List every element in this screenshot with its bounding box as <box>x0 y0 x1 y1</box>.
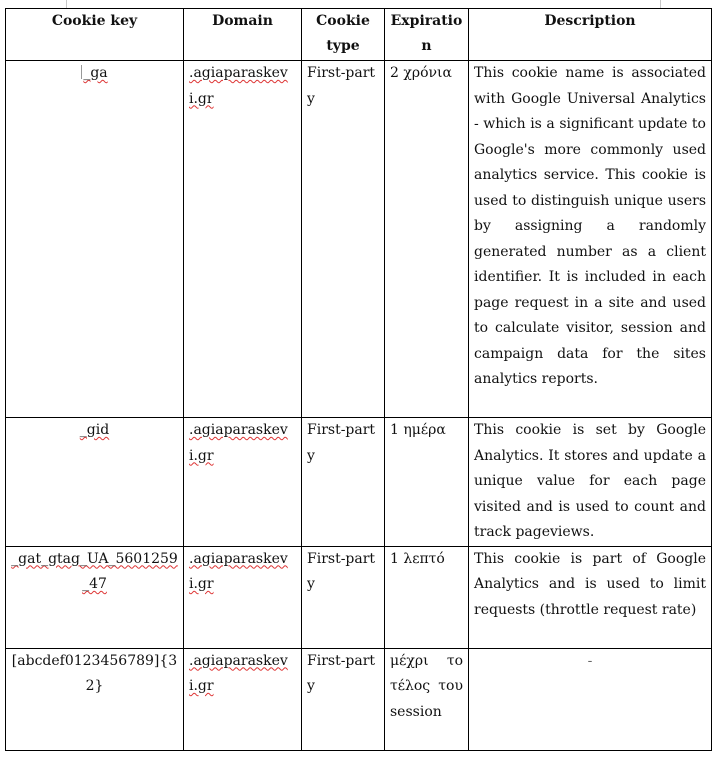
cell-cookie-key: _ga <box>6 61 184 418</box>
cell-domain: .agiaparaskevi.gr <box>184 546 302 648</box>
header-cookie-key: Cookie key <box>6 9 184 61</box>
cell-expiration: 1 λεπτό <box>385 546 469 648</box>
cell-domain: .agiaparaskevi.gr <box>184 418 302 547</box>
cell-cookie-type: First-party <box>302 546 385 648</box>
cell-cookie-type: First-party <box>302 648 385 750</box>
cell-cookie-type: First-party <box>302 418 385 547</box>
page-edge-right <box>660 0 661 8</box>
cell-domain: .agiaparaskevi.gr <box>184 648 302 750</box>
cell-description: This cookie is part of Google Analytics and is used to limit requests (throttle request rate) <box>469 546 712 648</box>
header-domain: Domain <box>184 9 302 61</box>
table-row <box>6 648 712 750</box>
cell-description: This cookie name is associated with Google Universal Analytics - which is a significant update to Google's more commonly used analytics service. This cookie is used to distinguish unique users by assigning a randomly generated number as a client identifier. It is included in each page request in a site and used to calculate visitor, session and campaign data for the sites analytics reports. <box>469 61 712 418</box>
page-edge-left <box>66 0 67 8</box>
cell-cookie-key: _gat_gtag_UA_5601259_47 <box>6 546 184 648</box>
table-row <box>6 546 712 648</box>
cell-expiration: μέχρι το τέλος του session <box>385 648 469 750</box>
table-header-row <box>6 9 712 61</box>
cell-description: - <box>469 648 712 750</box>
cell-description: This cookie is set by Google Analytics. It stores and update a unique value for each page visited and is used to count and track pageviews. <box>469 418 712 547</box>
header-expiration: Expiration <box>385 9 469 61</box>
cell-cookie-type: First-party <box>302 61 385 418</box>
cell-cookie-key: [abcdef0123456789]{32} <box>6 648 184 750</box>
header-cookie-type: Cookie type <box>302 9 385 61</box>
table-row <box>6 418 712 547</box>
table-row <box>6 61 712 418</box>
header-description: Description <box>469 9 712 61</box>
cell-expiration: 2 χρόνια <box>385 61 469 418</box>
cell-domain: .agiaparaskevi.gr <box>184 61 302 418</box>
cookies-table <box>5 8 712 751</box>
cell-cookie-key: _gid <box>6 418 184 547</box>
cell-expiration: 1 ημέρα <box>385 418 469 547</box>
